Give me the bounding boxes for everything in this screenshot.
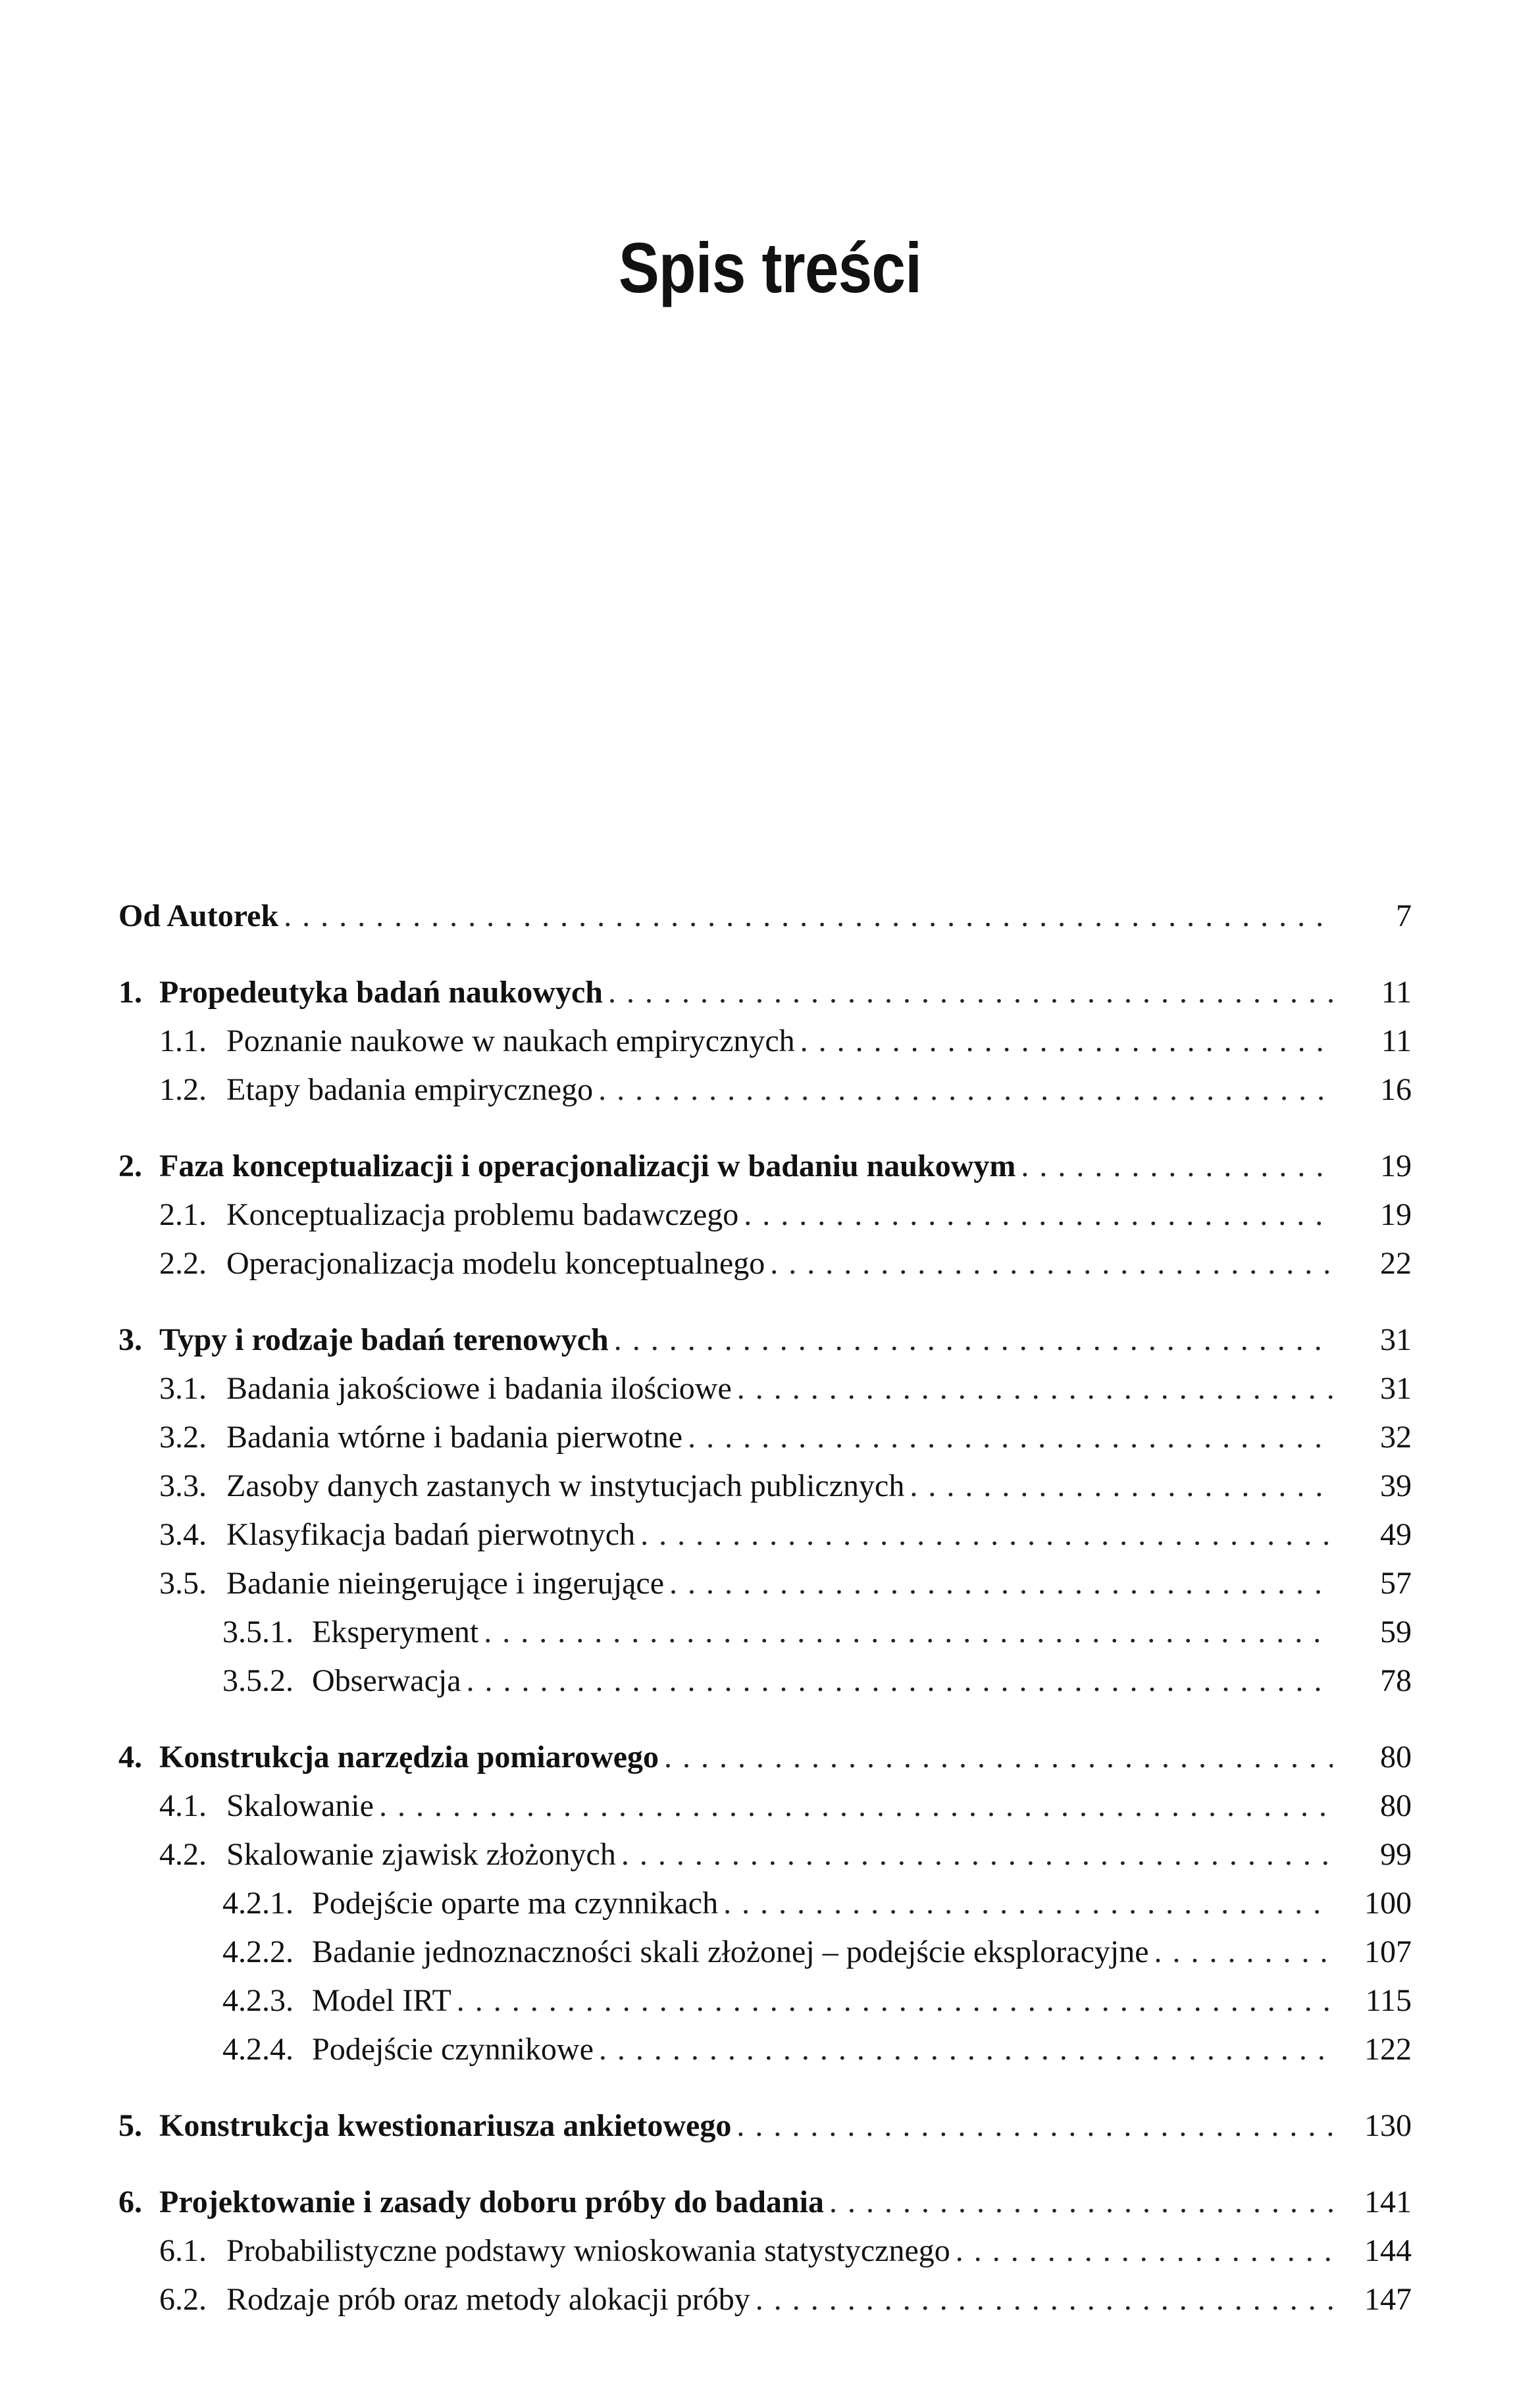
leader-dots [795,1017,1333,1066]
leader-dots [1149,1928,1333,1977]
toc-page: 7 [1396,898,1412,933]
toc-section[interactable] [118,1017,1412,1066]
toc-page: 39 [1380,1468,1412,1503]
toc-page: 80 [1380,1740,1412,1775]
toc-number: 3.2. [159,1420,207,1455]
leader-dots [478,1608,1333,1657]
toc-page: 11 [1381,1024,1412,1058]
toc-number: 6.1. [159,2233,207,2268]
toc-label: Faza konceptualizacji i operacjonalizacji w badaniu naukowym [159,1149,1016,1183]
toc-label: Model IRT [312,1983,451,2018]
toc-number: 4. [118,1740,142,1775]
toc-label: Badanie nieingerujące i ingerujące [226,1566,664,1601]
leader-dots [718,1879,1333,1928]
toc-number: 2.1. [159,1197,207,1232]
toc-page: 107 [1364,1934,1412,1969]
leader-dots [765,1239,1333,1288]
toc-number: 5. [118,2108,142,2143]
leader-dots [451,1977,1333,2025]
leader-dots [1015,1142,1333,1191]
toc-label: Podejście oparte ma czynnikach [312,1886,719,1921]
toc-label: Rodzaje prób oraz metody alokacji próby [226,2282,750,2317]
toc-page: 31 [1380,1371,1412,1406]
toc-page: 19 [1380,1197,1412,1232]
toc-section[interactable] [118,1364,1412,1413]
toc-number: 4.2.2. [222,1934,294,1969]
leader-dots [904,1462,1333,1511]
toc-page: 99 [1380,1837,1412,1872]
leader-dots [603,968,1333,1017]
toc-section[interactable] [118,2227,1412,2275]
toc-page: 100 [1364,1886,1412,1921]
toc-section[interactable] [118,1782,1412,1830]
toc-subsection[interactable] [118,1928,1412,1977]
toc-chapter-3[interactable] [118,1316,1412,1364]
toc-entry-front[interactable] [118,892,1412,941]
leader-dots [824,2178,1333,2227]
toc-label: Badanie jednoznaczności skali złożonej – podejście eksploracyjne [312,1934,1149,1969]
leader-dots [609,1316,1333,1364]
toc-page: 31 [1380,1322,1412,1357]
toc-page: 19 [1380,1149,1412,1183]
toc-page: 141 [1364,2185,1412,2219]
table-of-contents [118,892,1412,2324]
toc-subsection[interactable] [118,1977,1412,2025]
toc-label: Eksperyment [312,1615,479,1649]
toc-label: Obserwacja [312,1663,461,1698]
toc-page: 49 [1380,1517,1412,1552]
leader-dots [732,1364,1333,1413]
toc-number: 3.5.1. [222,1615,294,1649]
leader-dots [616,1830,1333,1879]
toc-chapter-4[interactable] [118,1733,1412,1782]
toc-subsection[interactable] [118,1657,1412,1705]
toc-label: Zasoby danych zastanych w instytucjach publicznych [226,1468,905,1503]
toc-page: 57 [1380,1566,1412,1601]
toc-section[interactable] [118,1191,1412,1239]
leader-dots [682,1413,1333,1462]
toc-label: Typy i rodzaje badań terenowych [159,1322,609,1357]
leader-dots [278,892,1333,941]
toc-section[interactable] [118,1066,1412,1114]
toc-number: 2.2. [159,1246,207,1281]
toc-subsection[interactable] [118,1608,1412,1657]
toc-label: Poznanie naukowe w naukach empirycznych [226,1024,795,1058]
toc-page: 32 [1380,1420,1412,1455]
toc-page: 115 [1365,1983,1412,2018]
toc-page: 147 [1364,2282,1412,2317]
toc-number: 1. [118,975,142,1010]
toc-number: 3.5. [159,1566,207,1601]
toc-label: Konstrukcja kwestionariusza ankietowego [159,2108,732,2143]
toc-label: Badania jakościowe i badania ilościowe [226,1371,732,1406]
toc-section[interactable] [118,1239,1412,1288]
toc-section[interactable] [118,1462,1412,1511]
toc-number: 4.2.4. [222,2032,294,2067]
leader-dots [374,1782,1333,1830]
toc-label: Od Autorek [118,898,279,933]
toc-page: 78 [1380,1663,1412,1698]
toc-page: 122 [1364,2032,1412,2067]
toc-page: 80 [1380,1788,1412,1823]
toc-label: Probabilistyczne podstawy wnioskowania statystycznego [226,2233,950,2268]
toc-subsection[interactable] [118,1879,1412,1928]
leader-dots [731,2102,1333,2150]
toc-page: 22 [1380,1246,1412,1281]
toc-number: 3.1. [159,1371,207,1406]
page-title: Spis treści [618,228,922,308]
toc-number: 3.4. [159,1517,207,1552]
toc-chapter-1[interactable] [118,968,1412,1017]
toc-number: 4.1. [159,1788,207,1823]
toc-subsection[interactable] [118,2025,1412,2074]
toc-section[interactable] [118,1830,1412,1879]
toc-label: Projektowanie i zasady doboru próby do badania [159,2185,824,2219]
toc-number: 6. [118,2185,142,2219]
toc-page: 130 [1364,2108,1412,2143]
toc-page: 11 [1381,975,1412,1010]
toc-number: 4.2.1. [222,1886,294,1921]
toc-number: 6.2. [159,2282,207,2317]
leader-dots [750,2275,1333,2324]
leader-dots [950,2227,1333,2275]
leader-dots [738,1191,1333,1239]
toc-number: 1.1. [159,1024,207,1058]
toc-page: 144 [1364,2233,1412,2268]
toc-number: 3.5.2. [222,1663,294,1698]
toc-number: 2. [118,1149,142,1183]
toc-label: Konstrukcja narzędzia pomiarowego [159,1740,659,1775]
toc-section[interactable] [118,1413,1412,1462]
toc-chapter-6[interactable] [118,2178,1412,2227]
leader-dots [593,1066,1333,1114]
leader-dots [461,1657,1333,1705]
toc-label: Etapy badania empirycznego [226,1072,594,1107]
toc-number: 3.3. [159,1468,207,1503]
toc-label: Operacjonalizacja modelu konceptualnego [226,1246,765,1281]
toc-page: 16 [1380,1072,1412,1107]
toc-number: 3. [118,1322,142,1357]
toc-number: 4.2. [159,1837,207,1872]
toc-label: Skalowanie [226,1788,374,1823]
toc-number: 4.2.3. [222,1983,294,2018]
toc-chapter-2[interactable] [118,1142,1412,1191]
toc-label: Propedeutyka badań naukowych [159,975,603,1010]
toc-chapter-5[interactable] [118,2102,1412,2150]
leader-dots [635,1511,1333,1559]
leader-dots [664,1559,1333,1608]
toc-label: Klasyfikacja badań pierwotnych [226,1517,636,1552]
toc-section[interactable] [118,1511,1412,1559]
leader-dots [659,1733,1333,1782]
leader-dots [594,2025,1333,2074]
toc-label: Badania wtórne i badania pierwotne [226,1420,683,1455]
toc-label: Podejście czynnikowe [312,2032,594,2067]
toc-label: Skalowanie zjawisk złożonych [226,1837,616,1872]
toc-number: 1.2. [159,1072,207,1107]
toc-section[interactable] [118,2275,1412,2324]
toc-page: 59 [1380,1615,1412,1649]
toc-section[interactable] [118,1559,1412,1608]
toc-label: Konceptualizacja problemu badawczego [226,1197,739,1232]
